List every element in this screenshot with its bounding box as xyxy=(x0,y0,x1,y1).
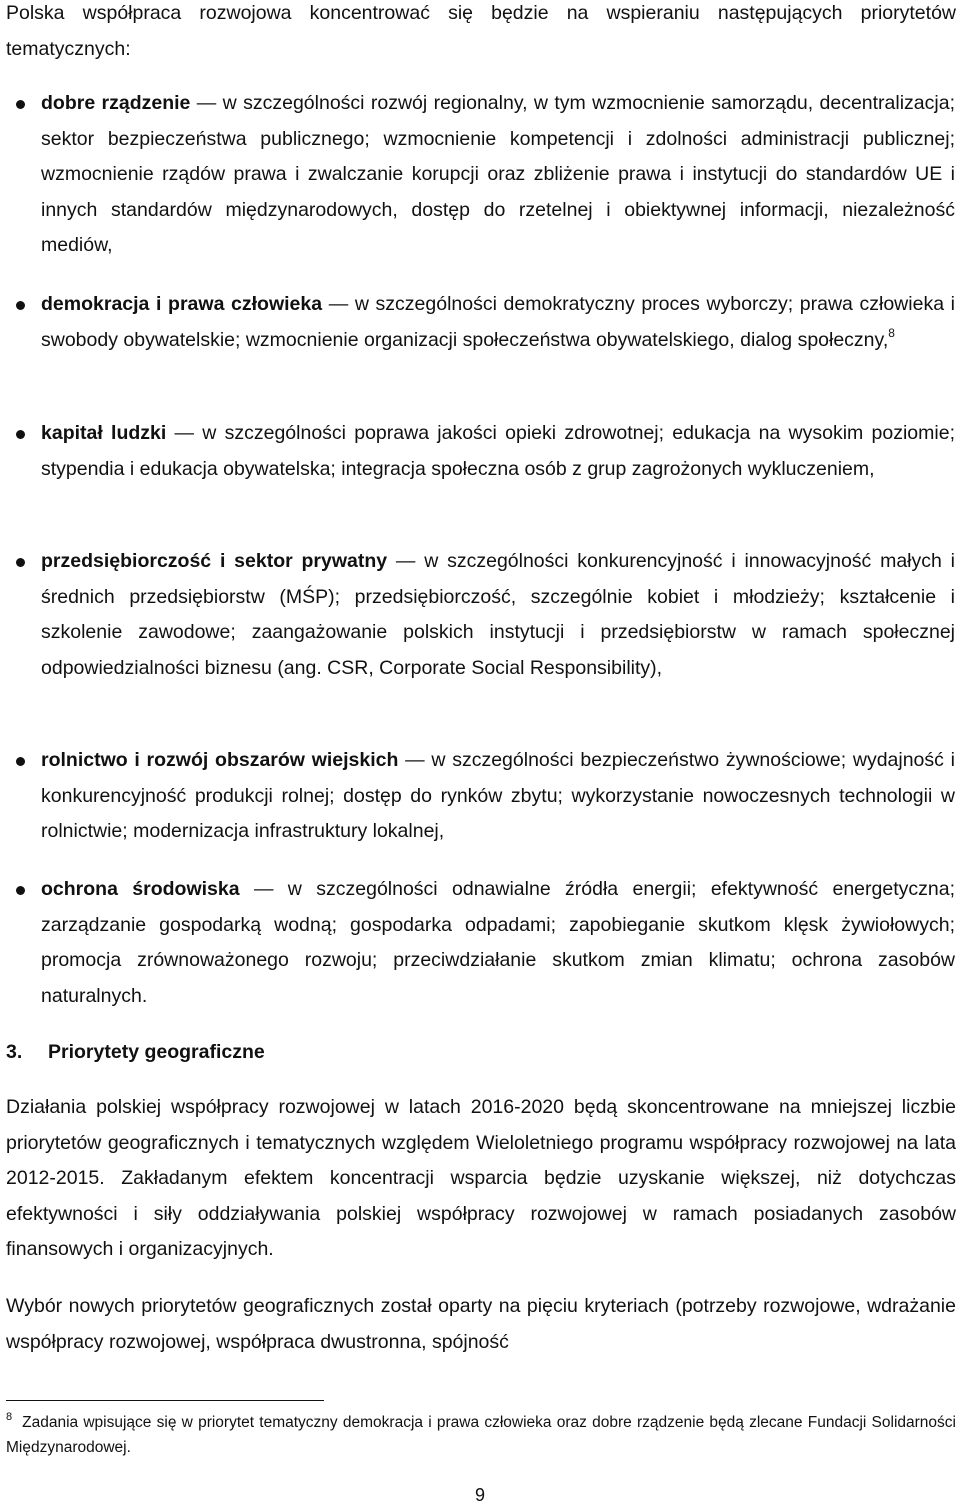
list-item-text xyxy=(41,416,955,487)
footnote-reference[interactable]: 8 xyxy=(888,325,895,340)
bullet-icon xyxy=(16,301,25,310)
list-item-text xyxy=(41,287,955,358)
list-item-title: demokracja i prawa człowieka xyxy=(41,293,323,315)
list-item-title: kapitał ludzki xyxy=(41,422,167,444)
bullet-icon xyxy=(16,558,25,567)
section-number: 3. xyxy=(6,1041,23,1063)
bullet-icon xyxy=(16,886,25,895)
list-item-title: dobre rządzenie xyxy=(41,92,191,114)
list-item-title: przedsiębiorczość i sektor prywatny xyxy=(41,550,388,572)
list-item-body: — w szczególności poprawa jakości opieki zdrowotnej; edukacja na wysokim poziomie; stypendia i edukacja obywatelska; integracja społeczna osób z grup zagrożonych wykluczeniem, xyxy=(41,422,955,480)
list-item-body: — w szczególności konkurencyjność i innowacyjność małych i średnich przedsiębiorstw (MŚP); przedsiębiorczość, szczególnie kobiet i młodzieży; kształcenie i szkolenie zawodowe; zaangażowanie polskich instytucji i przedsiębiorstw w ramach społecznej odpowiedzialności biznesu (ang. CSR, Corporate Social Responsibility), xyxy=(41,550,955,679)
body-paragraph-1: Działania polskiej współpracy rozwojowej w latach 2016-2020 będą skoncentrowane na mniejszej liczbie priorytetów geograficznych i tematycznych względem Wieloletniego programu współpracy rozwojowej na lata 2012-2015. Zakładanym efektem koncentracji wsparcia będzie uzyskanie większej, niż dotychczas efektywności i siły oddziaływania polskiej współpracy rozwojowej w ramach posiadanych zasobów finansowych i organizacyjnych. xyxy=(6,1096,956,1260)
page-number: 9 xyxy=(474,1485,485,1505)
body-paragraph-2: Wybór nowych priorytetów geograficznych został oparty na pięciu kryteriach (potrzeby rozwojowe, wdrażanie współpracy rozwojowej, współpraca dwustronna, spójność xyxy=(6,1295,956,1353)
list-item-body: — w szczególności demokratyczny proces wyborczy; prawa człowieka i swobody obywatelskie; wzmocnienie organizacji społeczeństwa obywatelskiego, dialog społeczny, xyxy=(41,293,955,351)
list-item-body: — w szczególności odnawialne źródła energii; efektywność energetyczna; zarządzanie gospodarką wodną; gospodarka odpadami; zapobieganie skutkom klęsk żywiołowych; promocja zrównoważonego rozwoju; przeciwdziałanie skutkom zmian klimatu; ochrona zasobów naturalnych. xyxy=(41,878,955,1007)
footnote-divider xyxy=(6,1400,324,1401)
section-heading xyxy=(6,1036,956,1068)
list-item-body: — w szczególności rozwój regionalny, w tym wzmocnienie samorządu, decentralizacja; sektor bezpieczeństwa publicznego; wzmocnienie kompetencji i zdolności administracji publicznej; wzmocnienie rządów prawa i zwalczanie korupcji oraz zbliżenie prawa i instytucji do standardów UE i innych standardów międzynarodowych, dostęp do rzetelnej i obiektywnej informacji, niezależność mediów, xyxy=(41,92,955,256)
list-item-body: — w szczególności bezpieczeństwo żywnościowe; wydajność i konkurencyjność produkcji rolnej; dostęp do rynków zbytu; wykorzystanie nowoczesnych technologii w rolnictwie; modernizacja infrastruktury lokalnej, xyxy=(41,749,955,842)
footnote xyxy=(6,1410,956,1460)
list-item-text xyxy=(41,872,955,1014)
footnote-mark: 8 xyxy=(6,1411,13,1423)
list-item-text xyxy=(41,86,955,264)
list-item-text xyxy=(41,743,955,850)
bullet-icon xyxy=(16,100,25,109)
intro-paragraph: Polska współpraca rozwojowa koncentrować się będzie na wspieraniu następujących priorytetów tematycznych: xyxy=(6,2,956,60)
list-item-title: rolnictwo i rozwój obszarów wiejskich xyxy=(41,749,399,771)
list-item-text xyxy=(41,544,955,686)
section-title: Priorytety geograficzne xyxy=(48,1041,265,1063)
bullet-icon xyxy=(16,757,25,766)
list-item-title: ochrona środowiska xyxy=(41,878,240,900)
footnote-text: Zadania wpisujące się w priorytet tematyczny demokracja i prawa człowieka oraz dobre rządzenie będą zlecane Fundacji Solidarności Międzynarodowej. xyxy=(6,1414,956,1456)
bullet-icon xyxy=(16,430,25,439)
